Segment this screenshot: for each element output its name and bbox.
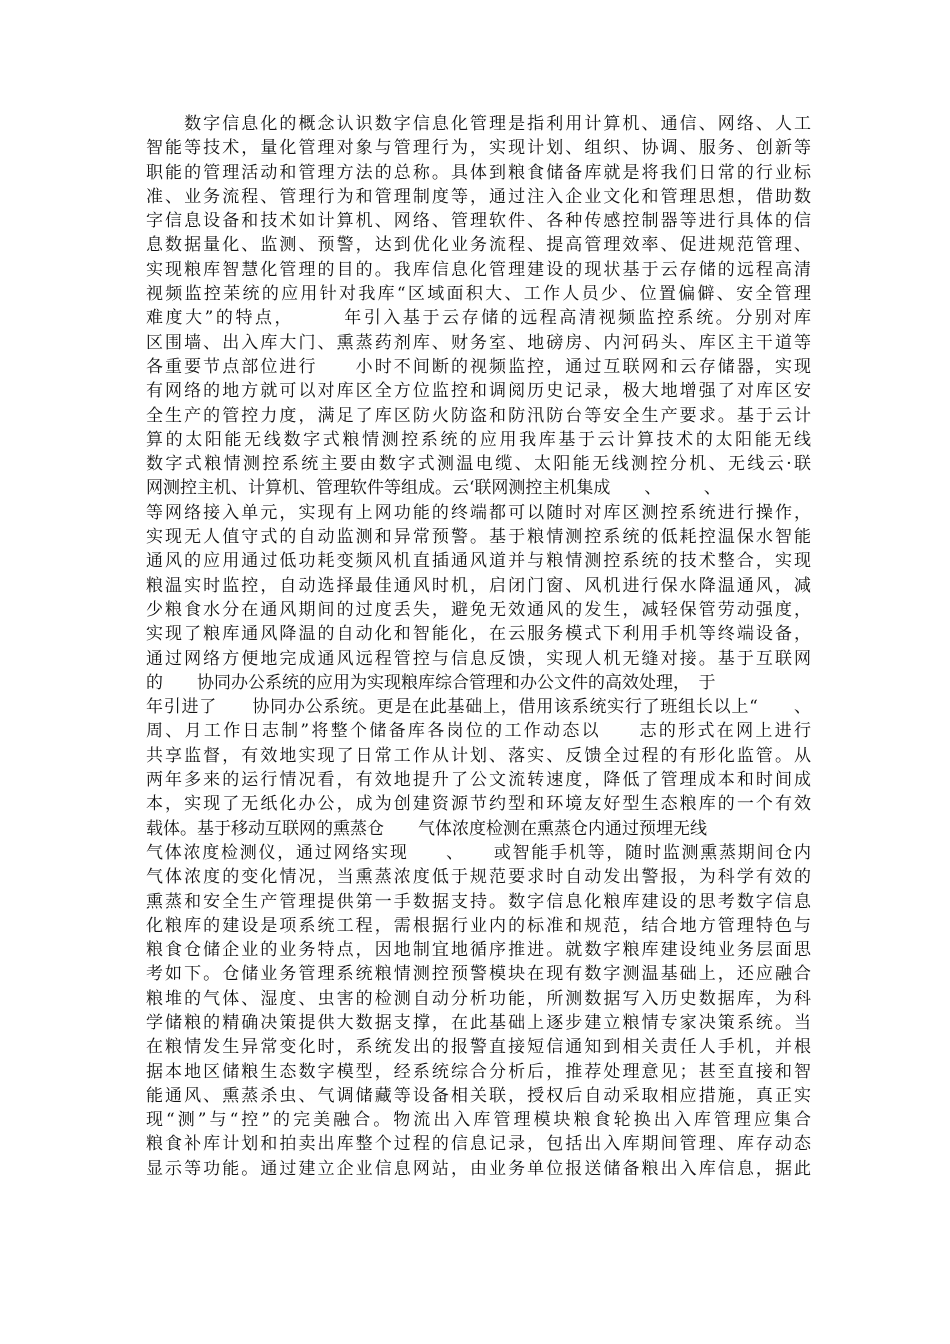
text-line: 算的太阳能无线数字式粮情测控系统的应用我库基于云计算技术的太阳能无线 [146,429,811,450]
text-line: 粮食补库计划和拍卖出库整个过程的信息记录，包括出入库期间管理、库存动态 [146,1134,811,1155]
text-line: 粮食仓储企业的业务特点，因地制宜地循序推进。就数字粮库建设纯业务层面思 [146,940,811,961]
text-line: 考如下。仓储业务管理系统粮情测控预警模块在现有数字测温基础上，还应融合 [146,964,811,985]
text-line: 粮温实时监控，自动选择最佳通风时机，启闭门窗、风机进行保水降温通风，减 [146,575,811,596]
text-line: 有网络的地方就可以对库区全方位监控和调阅历史记录，极大地增强了对库区安 [146,381,811,402]
text-line: 的 协同办公系统的应用为实现粮库综合管理和办公文件的高效处理， 于 [146,672,716,693]
text-line: 息数据量化、监测、预警，达到优化业务流程、提高管理效率、促进规范管理、 [146,235,811,256]
text-line: 两年多来的运行情况看，有效地提升了公文流转速度，降低了管理成本和时间成 [146,770,811,791]
text-line: 实现无人值守式的自动监测和异常预警。基于粮情测控系统的低耗控温保水智能 [146,527,811,548]
text-line: 视频监控苿统的应用针对我库“区域面积大、工作人员少、位置偏僻、安全管理 [146,284,811,305]
text-line: 字信息设备和技术如计算机、网络、管理软件、各种传感控制器等进行具体的信 [146,211,811,232]
text-line: 年引进了 协同办公系统。更是在此基础上，借用该系统实行了班组长以上“ 、 [146,697,811,718]
text-line: 据本地区储粮生态数字模型，经系统综合分析后，推荐处理意见；甚至直接和智 [146,1061,811,1082]
text-line: 周、月工作日志制”将整个储备库各岗位的工作动态以 志的形式在网上进行 [146,721,811,742]
text-line: 难度大”的特点， 年引入基于云存储的远程高清视频监控系统。分别对库 [146,308,811,329]
text-line: 全生产的管控力度，满足了库区防火防盗和防汛防台等安全生产要求。基于云计 [146,405,811,426]
text-line: 在粮情发生异常变化时，系统发出的报警直接短信通知到相关责任人手机，并根 [146,1037,811,1058]
text-line: 各重要节点部位进行 小时不间断的视频监控，通过互联网和云存储器，实现 [146,356,811,377]
text-line: 载体。基于移动互联网的熏蒸仓 气体浓度检测在熏蒸仓内通过预埋无线 [146,818,707,839]
text-line: 实现粮库智慧化管理的目的。我库信息化管理建设的现状基于云存储的远程高清 [146,259,811,280]
text-line: 通过网络方便地完成通风远程管控与信息反馈，实现人机无缝对接。基于互联网 [146,648,811,669]
text-line: 实现了粮库通风降温的自动化和智能化，在云服务模式下利用手机等终端设备， [146,624,811,645]
text-line: 等网络接入单元，实现有上网功能的终端都可以随时对库区测控系统进行操作， [146,502,811,523]
text-line: 数字信息化的概念认识数字信息化管理是指利用计算机、通信、网络、人工 [146,114,811,134]
text-line: 区围墙、出入库大门、熏蒸药剂库、财务室、地磅房、内河码头、库区主干道等 [146,332,811,353]
text-line: 数字式粮情测控系统主要由数字式测温电缆、太阳能无线测控分机、无线云·联 [146,454,811,475]
text-line: 化粮库的建设是项系统工程，需根据行业内的标准和规范，结合地方管理特色与 [146,915,811,936]
text-line: 准、业务流程、管理行为和管理制度等，通过注入企业文化和管理思想，借助数 [146,186,811,207]
text-line: 能通风、熏蒸杀虫、气调储藏等设备相关联，授权后自动采取相应措施，真正实 [146,1085,811,1106]
text-line: 熏蒸和安全生产管理提供第一手数据支持。数字信息化粮库建设的思考数字信息 [146,891,811,912]
text-line: 粮堆的气体、湿度、虫害的检测自动分析功能，所测数据写入历史数据库，为科 [146,988,811,1009]
text-line: 智能等技术，量化管理对象与管理行为，实现计划、组织、协调、服务、创新等 [146,138,811,159]
body-text [146,112,811,1181]
text-line: 气体浓度的变化情况，当熏蒸浓度低于规范要求时自动发出警报，为科学有效的 [146,867,811,888]
text-line: 现“测”与“控”的完美融合。物流出入库管理模块粮食轮换出入库管理应集合 [146,1110,811,1131]
text-line: 本，实现了无纸化办公，成为创建资源节约型和环境友好型生态粮库的一个有效 [146,794,811,815]
text-line: 学储粮的精确决策提供大数据支撑，在此基础上逐步建立粮情专家决策系统。当 [146,1012,811,1033]
text-line: 网测控主机、计算机、管理软件等组成。云‘联网测控主机集成 、 、 [146,478,721,499]
text-line: 气体浓度检测仪，通过网络实现 、 或智能手机等，随时监测熏蒸期间仓内 [146,842,811,863]
text-line: 显示等功能。通过建立企业信息网站，由业务单位报送储备粮出入库信息，据此 [146,1158,811,1179]
text-line: 少粮食水分在通风期间的过度丢失，避免无效通风的发生，减轻保管劳动强度， [146,599,811,620]
text-line: 通风的应用通过低功耗变频风机直插通风道并与粮情测控系统的技术整合，实现 [146,551,811,572]
text-line: 职能的管理活动和管理方法的总称。具体到粮食储备库就是将我们日常的行业标 [146,162,811,183]
text-line: 共享监督，有效地实现了日常工作从计划、落实、反馈全过程的有形化监管。从 [146,745,811,766]
